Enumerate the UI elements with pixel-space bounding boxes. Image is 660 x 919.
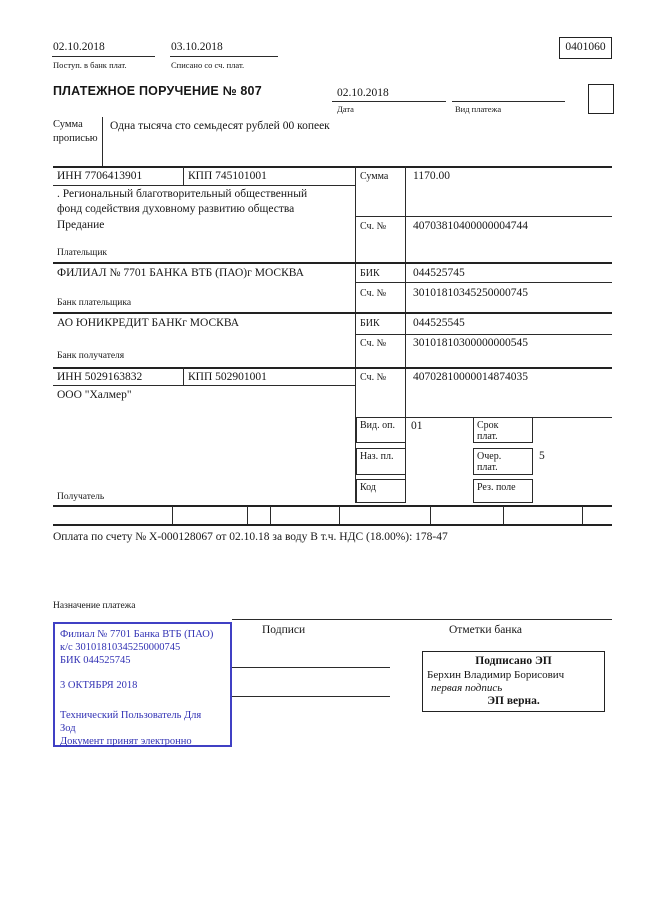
stamp-corr-account: к/с 30101810345250000745 <box>60 642 181 653</box>
payee-inn-kpp-divider <box>183 367 184 385</box>
code-label: Код <box>356 479 406 503</box>
sum-value: 1170.00 <box>413 170 450 182</box>
payee-label: Получатель <box>57 492 105 502</box>
payer-bank-bik-label: БИК <box>360 268 380 279</box>
stamp-user-line1: Технический Пользователь Для <box>60 710 202 721</box>
payee-bank-bik: 044525545 <box>413 317 465 329</box>
tax-row-divider-6 <box>503 506 504 524</box>
payee-inn: ИНН 5029163832 <box>57 371 143 383</box>
tax-row-divider-4 <box>339 506 340 524</box>
operation-type-value: 01 <box>411 420 423 432</box>
payee-account: 40702810000014874035 <box>413 371 528 383</box>
signature-line-2 <box>232 696 390 697</box>
payer-bank-name: ФИЛИАЛ № 7701 БАНКА ВТБ (ПАО)г МОСКВА <box>57 267 304 279</box>
payer-section-line <box>53 262 612 264</box>
received-date-label: Поступ. в банк плат. <box>53 60 127 70</box>
sum-label: Сумма <box>360 171 389 182</box>
payment-term-label: Срок плат. <box>473 417 533 443</box>
payee-kpp: КПП 502901001 <box>188 371 267 383</box>
payee-account-label: Сч. № <box>360 372 387 383</box>
bank-acceptance-stamp <box>53 622 232 747</box>
payee-bank-bik-divider <box>355 334 612 335</box>
debited-date-label: Списано со сч. плат. <box>171 60 245 70</box>
payee-bank-bik-label: БИК <box>360 318 380 329</box>
payer-inn-row-underline <box>53 185 355 186</box>
payer-name-line3: Предание <box>57 219 105 231</box>
payee-section-line <box>53 505 612 507</box>
payer-label: Плательщик <box>57 248 108 258</box>
stamp-bik: БИК 044525745 <box>60 655 131 666</box>
stamp-bank-name: Филиал № 7701 Банка ВТБ (ПАО) <box>60 629 214 640</box>
date-label: Дата <box>337 104 354 114</box>
payer-bank-account-label: Сч. № <box>360 288 387 299</box>
date-underline <box>332 101 446 102</box>
payment-order-label: Очер. плат. <box>473 448 533 475</box>
tax-row-divider-7 <box>582 506 583 524</box>
payer-kpp: КПП 745101001 <box>188 170 267 182</box>
payer-bank-label: Банк плательщика <box>57 298 132 308</box>
received-date: 02.10.2018 <box>53 41 105 53</box>
payer-bank-section-line <box>53 312 612 314</box>
bank-marks-label: Отметки банка <box>449 624 522 636</box>
footer-top-line <box>232 619 612 620</box>
payee-bank-section-line <box>53 367 612 369</box>
esign-verified: ЭП верна. <box>487 695 540 707</box>
payer-name-line2: фонд содействия духовному развитию общества <box>57 203 295 215</box>
sum-account-divider <box>355 216 612 217</box>
amount-words-label-2: прописью <box>53 133 98 144</box>
payee-bank-account-label: Сч. № <box>360 338 387 349</box>
debited-date: 03.10.2018 <box>171 41 223 53</box>
payer-bank-account: 30101810345250000745 <box>413 287 528 299</box>
esign-subtitle: первая подпись <box>431 682 503 694</box>
amount-words-divider <box>102 117 103 166</box>
document-date: 02.10.2018 <box>337 87 389 99</box>
payment-type-label: Вид платежа <box>455 104 502 114</box>
stamp-user-line2: Зод <box>60 723 76 734</box>
payment-type-underline <box>452 101 565 102</box>
payer-name-line1: . Региональный благотворительный общественный <box>57 188 308 200</box>
document-title: ПЛАТЕЖНОЕ ПОРУЧЕНИЕ № 807 <box>53 84 262 98</box>
tax-row-divider-1 <box>172 506 173 524</box>
payer-inn-kpp-divider <box>183 166 184 185</box>
tax-row-divider-5 <box>430 506 431 524</box>
tax-row-divider-2 <box>247 506 248 524</box>
payer-inn: ИНН 7706413901 <box>57 170 143 182</box>
stamp-date: 3 ОКТЯБРЯ 2018 <box>60 680 138 691</box>
payment-purpose-label: Назначение платежа <box>53 601 136 611</box>
payment-order-value: 5 <box>539 450 545 462</box>
stamp-accepted-note: Документ принят электронно <box>60 736 192 747</box>
form-code-box: 0401060 <box>559 37 612 59</box>
esign-title: Подписано ЭП <box>475 655 552 667</box>
signatures-label: Подписи <box>262 624 306 636</box>
payment-purpose-code-label: Наз. пл. <box>356 448 406 475</box>
electronic-signature-stamp <box>422 651 605 712</box>
amount-words-label-1: Сумма <box>53 119 83 130</box>
table-line-top <box>53 166 612 168</box>
amount-words-value: Одна тысяча сто семьдесят рублей 00 копеек <box>110 120 330 132</box>
payee-name: ООО "Халмер" <box>57 389 132 401</box>
payer-account-label: Сч. № <box>360 221 387 232</box>
debited-date-underline <box>170 56 278 57</box>
payment-type-box <box>588 84 614 114</box>
payer-bank-bik-divider <box>355 282 612 283</box>
table-line-bottom <box>53 524 612 526</box>
signature-line-1 <box>232 667 390 668</box>
received-date-underline <box>52 56 155 57</box>
payee-bank-name: АО ЮНИКРЕДИТ БАНКг МОСКВА <box>57 317 240 329</box>
tax-row-divider-3 <box>270 506 271 524</box>
esign-name: Берхин Владимир Борисович <box>427 669 565 681</box>
reserve-field-label: Рез. поле <box>473 479 533 503</box>
payer-bank-bik: 044525745 <box>413 267 465 279</box>
payee-bank-label: Банк получателя <box>57 351 125 361</box>
payment-purpose-text: Оплата по счету № Х-000128067 от 02.10.18 за воду В т.ч. НДС (18.00%): 178-47 <box>53 531 448 543</box>
operation-type-label: Вид. оп. <box>356 417 406 443</box>
payee-bank-account: 30101810300000000545 <box>413 337 528 349</box>
payer-account: 40703810400000004744 <box>413 220 528 232</box>
payee-inn-row-underline <box>53 385 355 386</box>
